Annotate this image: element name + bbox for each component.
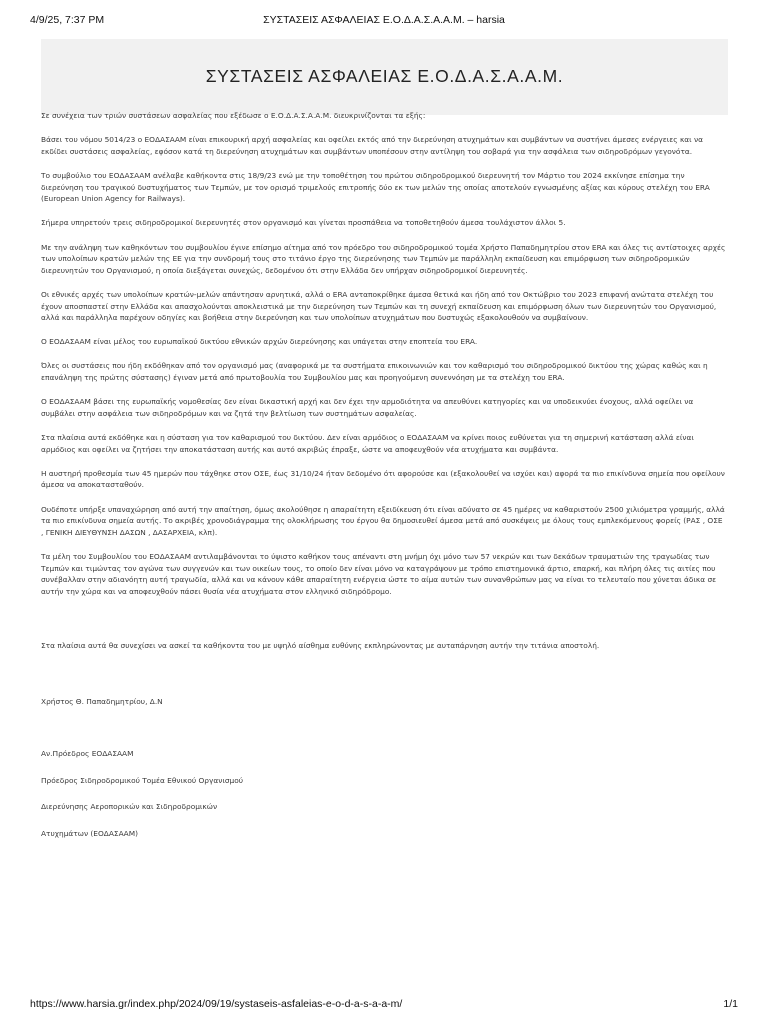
signature-role: Αν.Πρόεδρος ΕΟΔΑΣΑΑΜ	[41, 749, 134, 759]
paragraph: Το συμβούλιο του ΕΟΔΑΣΑΑΜ ανέλαβε καθήκοντα στις 18/9/23 ενώ με την τοποθέτηση του πρώτου σιδηροδρομικού διερευνητή τον Μάρτιο του 2024 εκκίνησε επίσημα την διερεύνηση του τραγικού δυστυχήματος των Τεμπών, με τον ορισμό τριμελούς επιτροπής δύο εκ των μελών της οποίας αποτελούν εγνωσμένης αξίας και κύρους στελέχη του ERA (European Union Agency for Railways).	[41, 170, 710, 204]
paragraph: Όλες οι συστάσεις που ήδη εκδόθηκαν από τον οργανισμό μας (αναφορικά με τα συστήματα επικοινωνιών και τον καθαρισμό του σιδηροδρομικού δικτύου της χώρας καθώς και η επανάληψη της πρώτης σύστασης) έγιναν μετά από πρωτοβουλία του Συμβουλίου μας και προηγούμενη συνεννόηση με τα στελέχη του ERA.	[41, 361, 708, 383]
paragraph: Με την ανάληψη των καθηκόντων του συμβουλίου έγινε επίσημο αίτημα από τον πρόεδρο του σιδηροδρομικού τομέα Χρήστο Παπαδημητρίου στον ERA και όλες τις αντίστοιχες αρχές των υπολοίπων κρατών μελών της ΕΕ για την συνδρομή τους στο τιτάνιο έργο της διερεύνησης των Τεμπών με παράλληλη εκπαίδευση και επιμόρφωση των σιδηροδρομικών διερευνητών του Οργανισμού, η οποία διεξάγεται συνεχώς, δεδομένου ότι στην Ελλάδα δεν υπήρχαν σιδηροδρομικοί διερευνητές.	[41, 242, 726, 275]
signature-block	[41, 696, 726, 840]
signature-role: Ατυχημάτων (ΕΟΔΑΣΑΑΜ)	[41, 828, 138, 838]
paragraph: Στα πλαίσια αυτά εκδόθηκε και η σύσταση για τον καθαρισμού του δικτύου. Δεν είναι αρμόδιος ο ΕΟΔΑΣΑΑΜ να κρίνει ποιος ευθύνεται για τη σημερινή κατάσταση αλλά είναι αρμόδιος και οφείλει να ζητήσει την αποκατάσταση αυτής και αυτό ακριβώς έπραξε, ώστε να αποφευχθούν νέα ατυχήματα και συμβάντα.	[41, 433, 694, 454]
closing-paragraph: Στα πλαίσια αυτά θα συνεχίσει να ασκεί τα καθήκοντα του με υψηλό αίσθημα ευθύνης εκπληρώνοντας με αυταπάρνηση αυτήν την τιτάνια αποστολή.	[41, 640, 600, 650]
print-footer	[30, 998, 738, 1014]
article-title-band	[41, 39, 728, 115]
paragraph: Τα μέλη του Συμβουλίου του ΕΟΔΑΣΑΑΜ αντιλαμβάνονται το ύψιστο καθήκον τους απέναντι στη μνήμη όχι μόνο των 57 νεκρών και των δεκάδων τραυματιών της τραγωδίας των Τεμπών και τιμώντας τον αγώνα των συγγενών και των οικείων τους, το οποίο δεν είναι μόνο να καταγράψουν με τρόπο επιστημονικά άρτιο, επαρκή, και πλήρη όλες τις αιτίες που συνέβαλλαν στην αδιανόητη αυτή τραγωδία, αλλά και να κάνουν κάθε απαραίτητη ενέργεια ώστε το αίμα αυτών των συνανθρώπων μας να είναι το τελευταίο που χύνεται άδικα σε αυτήν την χώρα και να αποφευχθούν πάσει θυσία νέα ατυχήματα στον ελληνικό σιδηρόδρομο.	[41, 551, 717, 596]
print-header	[30, 14, 738, 30]
paragraph: Ουδέποτε υπήρξε υπαναχώρηση από αυτή την απαίτηση, όμως ακολούθησε η απαραίτητη εξειδίκευση ότι είναι αδύνατο σε 45 ημέρες να καθαριστούν 2500 χιλιόμετρα γραμμής, αλλά τα πιο επικίνδυνα σημεία αυτής. Το ακριβές χρονοδιάγραμμα της ολοκλήρωσης του έργου θα δημοσιευθεί άμεσα μετά από συσκέψεις με όλους τους εμπλεκόμενους φορείς (ΡΑΣ , ΟΣΕ , ΓΕΝΙΚΗ ΔΙΕΥΘΥΝΣΗ ΔΑΣΩΝ , ΔΑΣΑΡΧΕΙΑ, κλπ).	[41, 504, 725, 537]
print-page-title: ΣΥΣΤΑΣΕΙΣ ΑΣΦΑΛΕΙΑΣ Ε.Ο.Δ.Α.Σ.Α.Α.Μ. – harsia	[263, 14, 505, 26]
print-date: 4/9/25, 7:37 PM	[30, 14, 105, 26]
signature-role: Διερεύνησης Αεροπορικών και Σιδηροδρομικών	[41, 802, 218, 812]
signature-role: Πρόεδρος Σιδηροδρομικού Τομέα Εθνικού Οργανισμού	[41, 775, 244, 785]
paragraph: Ο ΕΟΔΑΣΑΑΜ είναι μέλος του ευρωπαϊκού δικτύου εθνικών αρχών διερεύνησης και υπάγεται στην εποπτεία του ERA.	[41, 337, 478, 347]
page-counter: 1/1	[723, 998, 738, 1010]
paragraph: Σήμερα υπηρετούν τρεις σιδηροδρομικοί διερευνητές στον οργανισμό και γίνεται προσπάθεια να τοποθετηθούν άμεσα τουλάχιστον άλλοι 5.	[41, 218, 566, 228]
article-title: ΣΥΣΤΑΣΕΙΣ ΑΣΦΑΛΕΙΑΣ Ε.Ο.Δ.Α.Σ.Α.Α.Μ.	[205, 66, 564, 86]
source-url-link[interactable]: https://www.harsia.gr/index.php/2024/09/19/systaseis-asfaleias-e-o-d-a-s-a-a-m/	[30, 998, 403, 1010]
paragraph: Οι εθνικές αρχές των υπολοίπων κρατών-μελών απάντησαν αρνητικά, αλλά ο ERA ανταποκρίθηκε άμεσα θετικά και ήδη από τον Οκτώβριο του 2023 επιφανή ανώτατα στελέχη του έχουν αποσπαστεί στην Ελλάδα και απασχολούνται αποκλειστικά με την διερεύνηση των Τεμπών και τη συνεχή εκπαίδευση και επιμόρφωση όλων των διερευνητών του Οργανισμού, αλλά και παράλληλα παρέχουν οδηγίες και βοήθεια στην διερεύνηση και των υπολοίπων ατυχημάτων που δυστυχώς εξακολουθούν να συμβαίνουν.	[41, 289, 717, 323]
signature-name: Χρήστος Θ. Παπαδημητρίου, Δ.Ν	[41, 696, 163, 706]
article-body	[41, 110, 726, 840]
paragraph: Η αυστηρή προθεσμία των 45 ημερών που τάχθηκε στον ΟΣΕ, έως 31/10/24 ήταν δεδομένο ότι αφορούσε και (εξακολουθεί να ισχύει και) αφορά τα πιο επικίνδυνα σημεία που οφείλουν άμεσα να αποκατασταθούν.	[41, 468, 725, 490]
paragraph-intro: Σε συνέχεια των τριών συστάσεων ασφαλείας που εξέδωσε ο Ε.Ο.Δ.Α.Σ.Α.Α.Μ. διευκρινίζονται τα εξής:	[41, 111, 426, 120]
paragraph: Ο ΕΟΔΑΣΑΑΜ βάσει της ευρωπαϊκής νομοθεσίας δεν είναι δικαστική αρχή και δεν έχει την αρμοδιότητα να απευθύνει κατηγορίες και να υποδεικνύει ένοχους, αλλά οφείλει να συμβάλει στην ασφάλεια των σιδηροδρόμων και να ζητά την βελτίωση των συστημάτων ασφαλείας.	[41, 397, 694, 418]
paragraph: Βάσει του νόμου 5014/23 ο ΕΟΔΑΣΑΑΜ είναι επικουρική αρχή ασφαλείας και οφείλει εκτός από την διερεύνηση ατυχημάτων και συμβάντων να συστήνει άμεσες ενέργειες και να εκδίδει συστάσεις ασφαλείας, εφόσον κατά τη διερεύνηση ατυχημάτων και συμβάντων υποπέσουν στην αντίληψη του σοβαρά για την ασφάλεια των σιδηροδρόμων γεγονότα.	[41, 135, 704, 156]
